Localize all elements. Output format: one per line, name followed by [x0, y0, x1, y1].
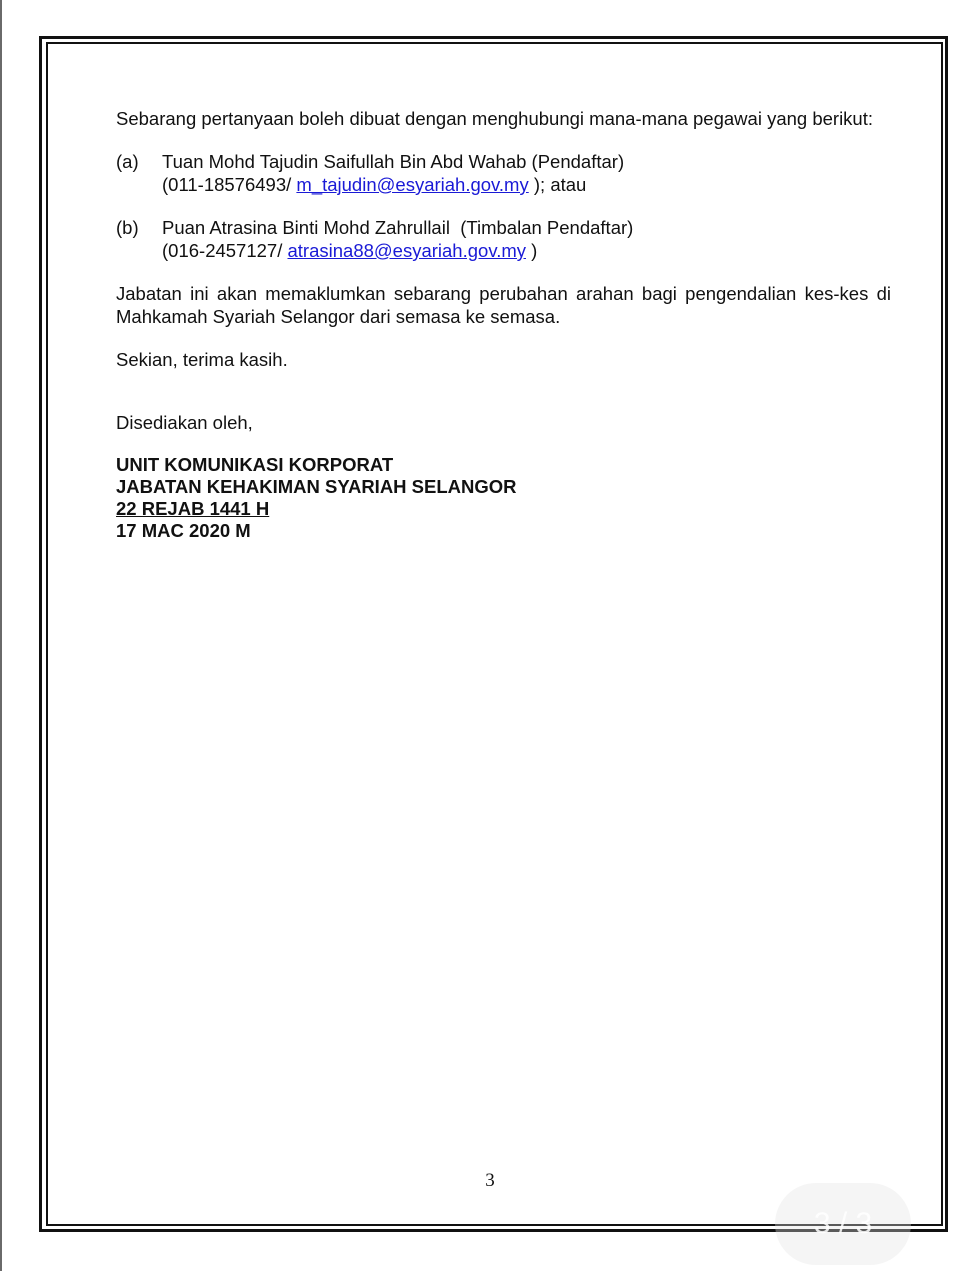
- email-link-tajudin[interactable]: m_tajudin@esyariah.gov.my: [296, 174, 529, 195]
- email-link-atrasina[interactable]: atrasina88@esyariah.gov.my: [287, 240, 526, 261]
- contact-details: [162, 150, 891, 196]
- contact-suffix: ): [526, 240, 538, 261]
- signature-gregorian-date: 17 MAC 2020 M: [116, 520, 251, 541]
- signature-department: JABATAN KEHAKIMAN SYARIAH SELANGOR: [116, 476, 517, 497]
- contact-name: Tuan Mohd Tajudin Saifullah Bin Abd Wahab (Pendaftar): [162, 151, 625, 172]
- prepared-by-text: Disediakan oleh,: [116, 412, 253, 433]
- contact-line: [162, 173, 891, 196]
- contact-phone: (011-18576493/: [162, 174, 297, 195]
- contact-suffix: ); atau: [528, 174, 587, 195]
- intro-paragraph: Sebarang pertanyaan boleh dibuat dengan menghubungi mana-mana pegawai yang berikut:: [116, 108, 874, 129]
- spacer: [116, 391, 891, 411]
- contact-name: Puan Atrasina Binti Mohd Zahrullail (Timbalan Pendaftar): [162, 217, 634, 238]
- contact-details: [162, 216, 891, 262]
- contact-item-b: [116, 216, 891, 262]
- closing-text: Sekian, terima kasih.: [116, 349, 288, 370]
- contact-item-a: [116, 150, 891, 196]
- hijri-date-text: 22 REJAB 1441 H: [116, 498, 270, 519]
- signature-unit: UNIT KOMUNIKASI KORPORAT: [116, 454, 394, 475]
- contact-marker: (b): [116, 217, 139, 238]
- contact-line: [162, 239, 891, 262]
- page-indicator-badge: 3 / 3: [775, 1183, 911, 1265]
- document-body: [116, 107, 891, 542]
- contact-marker: (a): [116, 151, 139, 172]
- viewer-left-edge: [0, 0, 2, 1271]
- page-number: 3: [485, 1170, 495, 1191]
- signature-hijri-date: [116, 498, 891, 520]
- notice-paragraph: Jabatan ini akan memaklumkan sebarang perubahan arahan bagi pengendalian kes-kes di Mahkamah Syariah Selangor dari semasa ke semasa.: [116, 283, 891, 327]
- contact-phone: (016-2457127/: [162, 240, 288, 261]
